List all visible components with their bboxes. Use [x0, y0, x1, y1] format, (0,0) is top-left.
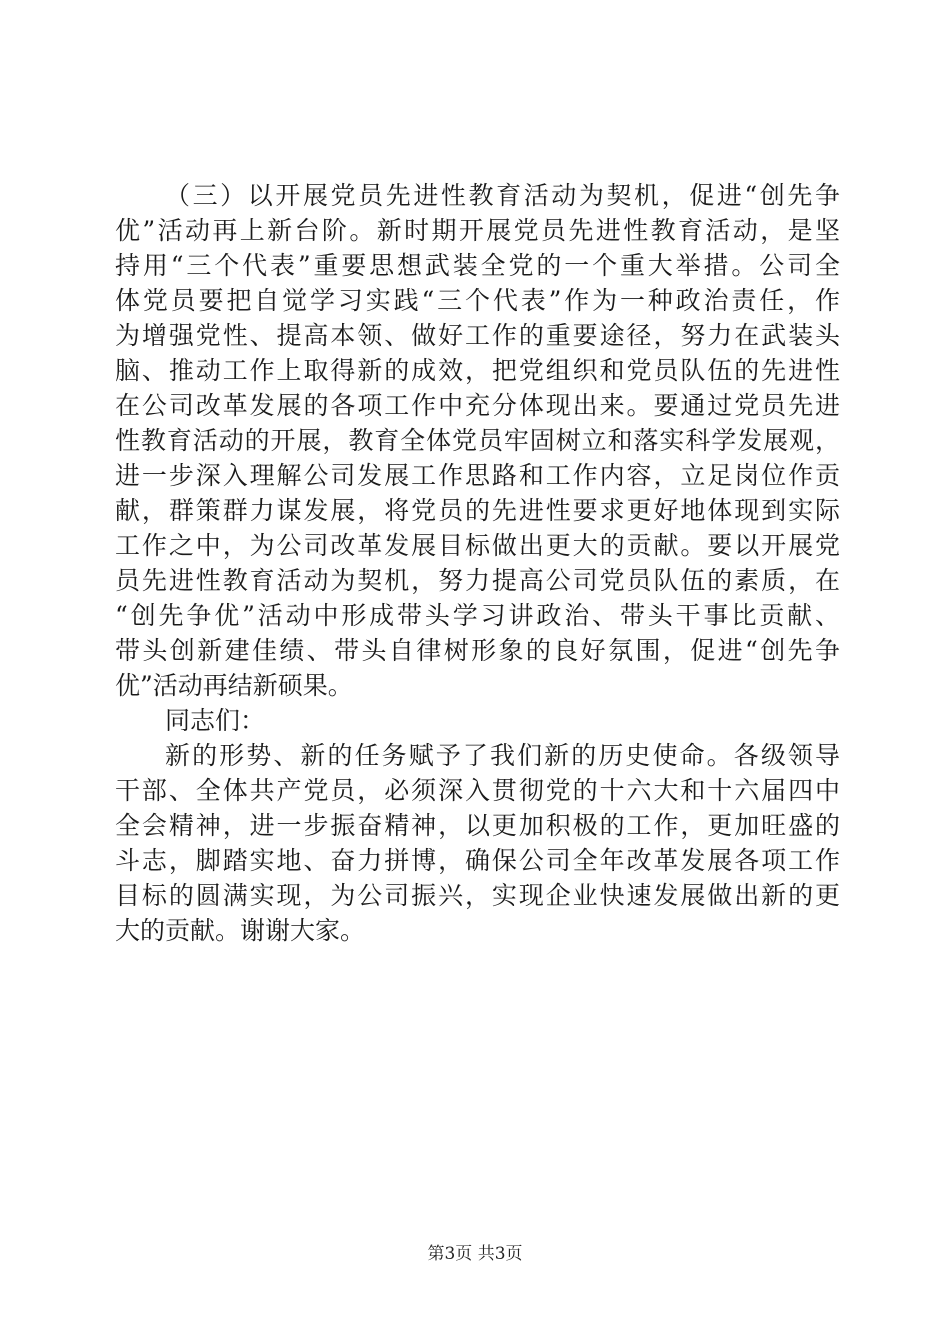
paragraph-line: 新的形势、新的任务赋予了我们新的历史使命。各级领导	[165, 741, 840, 770]
paragraph-line: 脑、推动工作上取得新的成效，把党组织和党员队伍的先进性	[115, 356, 840, 385]
document-body	[115, 178, 840, 948]
paragraph-line: 员先进性教育活动为契机，努力提高公司党员队伍的素质，在	[115, 566, 840, 595]
paragraph-line: 献，群策群力谋发展，将党员的先进性要求更好地体现到实际	[115, 496, 840, 525]
paragraph-line: 优”活动再结新硕果。	[115, 671, 353, 700]
paragraph-line: （三）以开展党员先进性教育活动为契机，促进“创先争	[165, 181, 840, 210]
paragraph-line: 优”活动再上新台阶。新时期开展党员先进性教育活动，是坚	[115, 216, 840, 245]
paragraph-line: 目标的圆满实现，为公司振兴，实现企业快速发展做出新的更	[115, 881, 840, 910]
paragraph-line: 全会精神，进一步振奋精神，以更加积极的工作，更加旺盛的	[115, 811, 840, 840]
paragraph-line: 体党员要把自觉学习实践“三个代表”作为一种政治责任，作	[115, 286, 840, 315]
paragraph-line: 为增强党性、提高本领、做好工作的重要途径，努力在武装头	[115, 321, 840, 350]
salutation: 同志们：	[165, 706, 266, 735]
page-number-footer: 第3页 共3页	[427, 1244, 523, 1264]
paragraph-line: 干部、全体共产党员，必须深入贯彻党的十六大和十六届四中	[115, 776, 840, 805]
paragraph-line: “创先争优”活动中形成带头学习讲政治、带头干事比贡献、	[115, 601, 840, 630]
paragraph-line: 斗志，脚踏实地、奋力拼博，确保公司全年改革发展各项工作	[115, 846, 840, 875]
paragraph-line: 进一步深入理解公司发展工作思路和工作内容，立足岗位作贡	[115, 461, 840, 490]
paragraph-line: 工作之中，为公司改革发展目标做出更大的贡献。要以开展党	[115, 531, 840, 560]
paragraph-line: 带头创新建佳绩、带头自律树形象的良好氛围，促进“创先争	[115, 636, 840, 665]
paragraph-line: 大的贡献。谢谢大家。	[115, 916, 366, 945]
paragraph-line: 性教育活动的开展，教育全体党员牢固树立和落实科学发展观，	[115, 426, 840, 455]
paragraph-line: 在公司改革发展的各项工作中充分体现出来。要通过党员先进	[115, 391, 840, 420]
paragraph-line: 持用“三个代表”重要思想武装全党的一个重大举措。公司全	[115, 251, 840, 280]
